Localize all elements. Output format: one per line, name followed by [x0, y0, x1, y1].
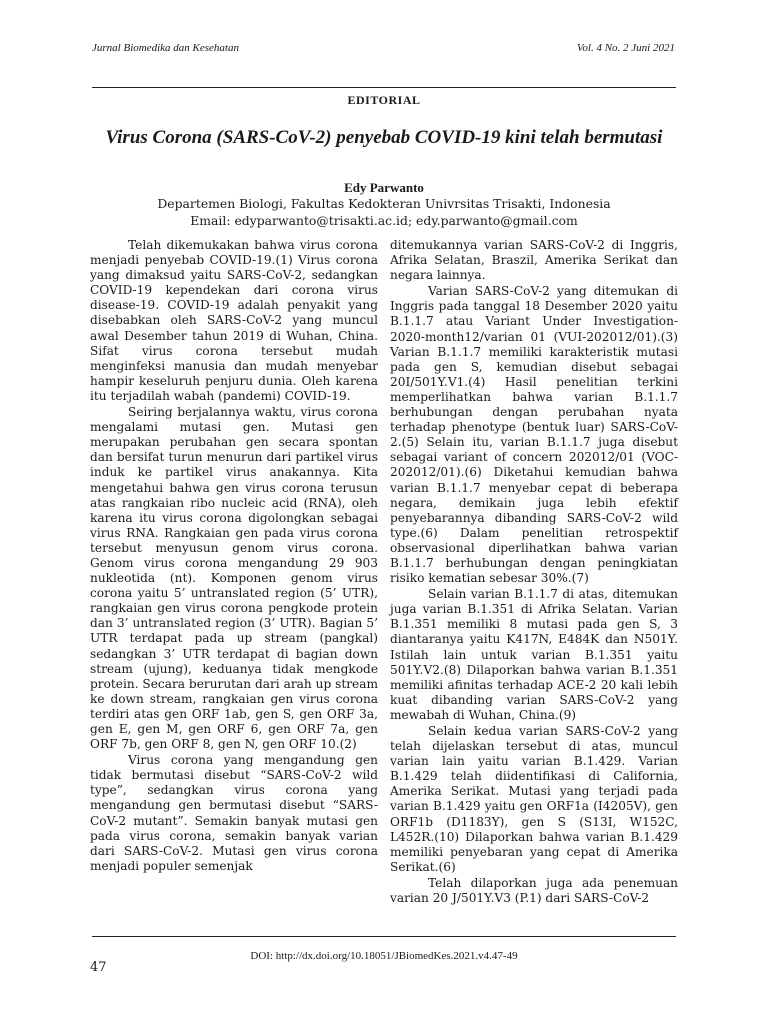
page-number: 47 [90, 960, 107, 975]
paragraph: Varian SARS-CoV-2 yang ditemukan di Inggris pada tanggal 18 Desember 2020 yaitu B.1.1.7 atau Variant Under Investigation-2020-month12/varian 01 (VUI-202012/01).(3) Varian B.1.1.7 memiliki karakteristik mutasi pada gen S, kemudian disebut sebagai 20I/501Y.V1.(4) Hasil penelitian terkini memperlihatkan bahwa varian B.1.1.7 berhubungan dengan perubahan nyata terhadap phenotype (bentuk luar) SARS-CoV-2.(5) Selain itu, varian B.1.1.7 juga disebut sebagai variant of concern 202012/01 (VOC-202012/01).(6) Diketahui kemudian bahwa varian B.1.1.7 menyebar cepat di beberapa negara, demikain juga lebih efektif penyebarannya dibanding SARS-CoV-2 wild type.(6) Dalam penelitian retrospektif observasional diperlihatkan bahwa varian B.1.1.7 berhubungan dengan peningkiatan risiko kematian sebesar 30%.(7) [390, 284, 678, 586]
doi-link: DOI: http://dx.doi.org/10.18051/JBiomedKes.2021.v4.47-49 [250, 950, 518, 962]
footer-rule [92, 936, 676, 937]
paragraph: Telah dikemukakan bahwa virus corona menjadi penyebab COVID-19.(1) Virus corona yang dimaksud yaitu SARS-CoV-2, sedangkan COVID-19 kependekan dari corona virus disease-19. COVID-19 adalah penyakit yang disebabkan oleh SARS-CoV-2 yang muncul awal Desember tahun 2019 di Wuhan, China. Sifat virus corona tersebut mudah menginfeksi manusia dan mudah menyebar hampir keseluruh penjuru dunia. Oleh karena itu terjadilah wabah (pandemi) COVID-19. [90, 238, 378, 403]
header-rule [92, 87, 676, 88]
paragraph: Virus corona yang mengandung gen tidak bermutasi disebut “SARS-CoV-2 wild type”, sedangkan virus corona yang mengandung gen bermutasi disebut “SARS-CoV-2 mutant”. Semakin banyak mutasi gen pada virus corona, semakin banyak varian dari SARS-CoV-2. Mutasi gen virus corona menjadi populer semenjak [90, 753, 378, 873]
section-label: EDITORIAL [347, 93, 421, 107]
paragraph: ditemukannya varian SARS-CoV-2 di Inggris, Afrika Selatan, Braszil, Amerika Serikat dan negara lainnya. [390, 238, 678, 283]
volume-issue: Vol. 4 No. 2 Juni 2021 [576, 42, 675, 54]
paragraph: Selain kedua varian SARS-CoV-2 yang telah dijelaskan tersebut di atas, muncul varian lain yaitu varian B.1.429. Varian B.1.429 telah diidentifikasi di California, Amerika Serikat. Mutasi yang terjadi pada varian B.1.429 yaitu gen ORF1a (I4205V), gen ORF1b (D1183Y), gen S (S13I, W152C, L452R.(10) Dilaporkan bahwa varian B.1.429 memiliki penyebaran yang cepat di Amerika Serikat.(6) [390, 724, 678, 874]
affiliation: Departemen Biologi, Fakultas Kedokteran Univrsitas Trisakti, Indonesia [157, 196, 611, 211]
paragraph: Seiring berjalannya waktu, virus corona mengalami mutasi gen. Mutasi gen merupakan perubahan gen secara spontan dan bersifat turun menurun dari partikel virus induk ke partikel virus anakannya. Kita mengetahui bahwa gen virus corona terusun atas rangkaian ribo nucleic acid (RNA), oleh karena itu virus corona digolongkan sebagai virus RNA. Rangkaian gen pada virus corona tersebut menyusun genom virus corona. Genom virus corona mengandung 29 903 nukleotida (nt). Komponen genom virus corona yaitu 5’ untranslated region (5’ UTR), rangkaian gen virus corona pengkode protein dan 3’ untranslated region (3’ UTR). Bagian 5’ UTR terdapat pada up stream (pangkal) sedangkan 3’ UTR terdapat di bagian down stream (ujung), keduanya tidak mengkode protein. Secara berurutan dari arah up stream ke down stream, rangkaian gen virus corona terdiri atas gen ORF 1ab, gen S, gen ORF 3a, gen E, gen M, gen ORF 6, gen ORF 7a, gen ORF 7b, gen ORF 8, gen N, gen ORF 10.(2) [90, 405, 378, 752]
journal-name: Jurnal Biomedika dan Kesehatan [92, 42, 239, 54]
author-name: Edy Parwanto [344, 180, 424, 195]
paragraph: Telah dilaporkan juga ada penemuan varian 20 J/501Y.V3 (P.1) dari SARS-CoV-2 [390, 875, 678, 906]
author-block [92, 195, 676, 229]
body-column-left [90, 238, 378, 874]
body-column-right [390, 238, 678, 906]
article-title: Virus Corona (SARS-CoV-2) penyebab COVID-19 kini telah bermutasi [105, 127, 663, 148]
paragraph: Selain varian B.1.1.7 di atas, ditemukan juga varian B.1.351 di Afrika Selatan. Varian B.1.351 memiliki 8 mutasi pada gen S, 3 diantaranya yaitu K417N, E484K dan N501Y. Istilah lain untuk varian B.1.351 yaitu 501Y.V2.(8) Dilaporkan bahwa varian B.1.351 memiliki afinitas terhadap ACE-2 20 kali lebih kuat dibanding varian SARS-CoV-2 yang mewabah di Wuhan, China.(9) [390, 587, 678, 722]
email: Email: edyparwanto@trisakti.ac.id; edy.parwanto@gmail.com [190, 213, 578, 228]
